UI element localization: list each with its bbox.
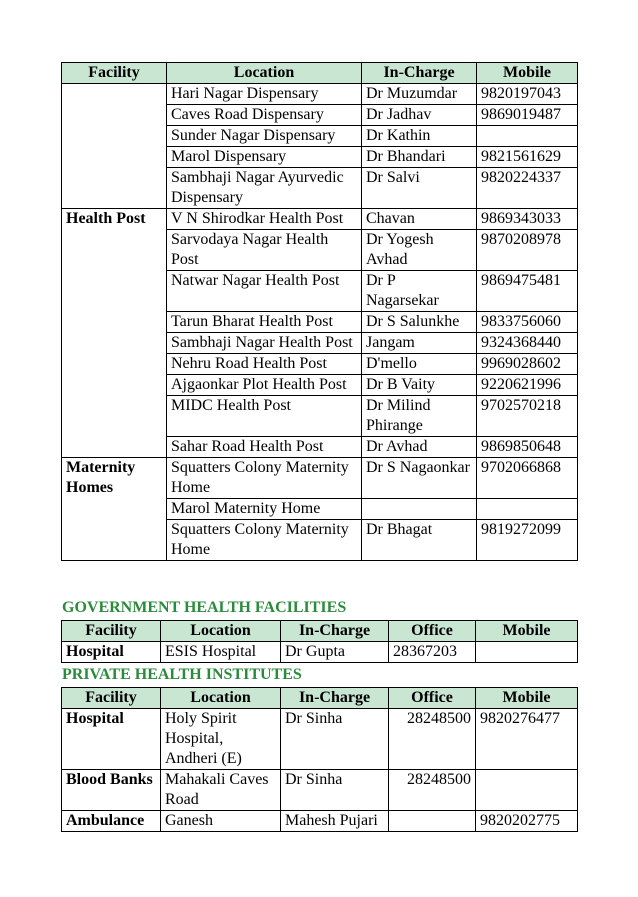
mobile-cell: 9821561629 <box>477 147 578 168</box>
mobile-cell: 9220621996 <box>477 375 578 396</box>
incharge-cell <box>362 499 477 520</box>
table-header-row <box>62 63 578 84</box>
facility-cell <box>62 84 167 209</box>
mobile-cell: 9869019487 <box>477 105 578 126</box>
incharge-cell: Dr Yogesh Avhad <box>362 230 477 271</box>
header-location: Location <box>161 688 281 709</box>
facility-cell: Maternity Homes <box>62 458 167 561</box>
incharge-cell: Jangam <box>362 333 477 354</box>
location-cell: Caves Road Dispensary <box>167 105 362 126</box>
header-mobile: Mobile <box>476 621 578 642</box>
location-cell: Sarvodaya Nagar Health Post <box>167 230 362 271</box>
mobile-cell: 9820202775 <box>476 811 578 832</box>
location-cell: Marol Maternity Home <box>167 499 362 520</box>
location-cell: Natwar Nagar Health Post <box>167 271 362 312</box>
mobile-cell <box>477 499 578 520</box>
location-cell: Sahar Road Health Post <box>167 437 362 458</box>
mobile-cell: 9702570218 <box>477 396 578 437</box>
office-cell: 28367203 <box>389 642 476 663</box>
table-row <box>62 84 578 105</box>
header-office: Office <box>389 621 476 642</box>
incharge-cell: Dr Kathin <box>362 126 477 147</box>
mobile-cell <box>476 642 578 663</box>
location-cell: ESIS Hospital <box>161 642 281 663</box>
incharge-cell: Dr Bhagat <box>362 520 477 561</box>
location-cell: Marol Dispensary <box>167 147 362 168</box>
facility-cell: Hospital <box>62 642 161 663</box>
office-cell <box>389 811 476 832</box>
mobile-cell: 9820197043 <box>477 84 578 105</box>
incharge-cell: Dr S Nagaonkar <box>362 458 477 499</box>
incharge-cell: Dr Salvi <box>362 168 477 209</box>
mobile-cell: 9324368440 <box>477 333 578 354</box>
location-cell: V N Shirodkar Health Post <box>167 209 362 230</box>
incharge-cell: Chavan <box>362 209 477 230</box>
location-cell: Ganesh <box>161 811 281 832</box>
header-incharge: In-Charge <box>362 63 477 84</box>
private-section-title: PRIVATE HEALTH INSTITUTES <box>62 666 302 683</box>
header-facility: Facility <box>62 621 161 642</box>
incharge-cell: Dr Sinha <box>281 709 389 770</box>
mobile-cell: 9820276477 <box>476 709 578 770</box>
municipal-facilities-table <box>61 62 578 561</box>
header-location: Location <box>167 63 362 84</box>
mobile-cell: 9870208978 <box>477 230 578 271</box>
table-header-row <box>62 688 578 709</box>
location-cell: Squatters Colony Maternity Home <box>167 458 362 499</box>
mobile-cell: 9869343033 <box>477 209 578 230</box>
location-cell: Squatters Colony Maternity Home <box>167 520 362 561</box>
incharge-cell: Dr Bhandari <box>362 147 477 168</box>
location-cell: Tarun Bharat Health Post <box>167 312 362 333</box>
government-facilities-table <box>61 620 578 663</box>
header-office: Office <box>389 688 476 709</box>
facility-cell: Hospital <box>62 709 161 770</box>
header-location: Location <box>161 621 281 642</box>
header-facility: Facility <box>62 688 161 709</box>
location-cell: Sambhaji Nagar Ayurvedic Dispensary <box>167 168 362 209</box>
facility-cell: Blood Banks <box>62 770 161 811</box>
incharge-cell: Dr P Nagarsekar <box>362 271 477 312</box>
mobile-cell: 9702066868 <box>477 458 578 499</box>
table-header-row <box>62 621 578 642</box>
incharge-cell: Dr Gupta <box>281 642 389 663</box>
government-section-title: GOVERNMENT HEALTH FACILITIES <box>62 599 347 616</box>
location-cell: Ajgaonkar Plot Health Post <box>167 375 362 396</box>
location-cell: Hari Nagar Dispensary <box>167 84 362 105</box>
location-cell: Nehru Road Health Post <box>167 354 362 375</box>
header-incharge: In-Charge <box>281 688 389 709</box>
location-cell: Mahakali Caves Road <box>161 770 281 811</box>
location-cell: MIDC Health Post <box>167 396 362 437</box>
private-institutes-table <box>61 687 578 832</box>
incharge-cell: D'mello <box>362 354 477 375</box>
incharge-cell: Dr Sinha <box>281 770 389 811</box>
incharge-cell: Dr Muzumdar <box>362 84 477 105</box>
location-cell: Sambhaji Nagar Health Post <box>167 333 362 354</box>
location-cell: Sunder Nagar Dispensary <box>167 126 362 147</box>
office-cell: 28248500 <box>389 709 476 770</box>
mobile-cell: 9969028602 <box>477 354 578 375</box>
incharge-cell: Mahesh Pujari <box>281 811 389 832</box>
incharge-cell: Dr B Vaity <box>362 375 477 396</box>
incharge-cell: Dr Avhad <box>362 437 477 458</box>
office-cell: 28248500 <box>389 770 476 811</box>
header-incharge: In-Charge <box>281 621 389 642</box>
mobile-cell <box>477 126 578 147</box>
header-mobile: Mobile <box>476 688 578 709</box>
table-row <box>62 458 578 499</box>
mobile-cell: 9833756060 <box>477 312 578 333</box>
incharge-cell: Dr Jadhav <box>362 105 477 126</box>
header-mobile: Mobile <box>477 63 578 84</box>
mobile-cell <box>476 770 578 811</box>
mobile-cell: 9820224337 <box>477 168 578 209</box>
table-row <box>62 811 578 832</box>
table-row <box>62 709 578 770</box>
location-cell: Holy Spirit Hospital, Andheri (E) <box>161 709 281 770</box>
mobile-cell: 9819272099 <box>477 520 578 561</box>
facility-cell: Ambulance <box>62 811 161 832</box>
table-row <box>62 209 578 230</box>
header-facility: Facility <box>62 63 167 84</box>
table-row <box>62 770 578 811</box>
incharge-cell: Dr Milind Phirange <box>362 396 477 437</box>
mobile-cell: 9869475481 <box>477 271 578 312</box>
table-row <box>62 642 578 663</box>
mobile-cell: 9869850648 <box>477 437 578 458</box>
facility-cell: Health Post <box>62 209 167 458</box>
incharge-cell: Dr S Salunkhe <box>362 312 477 333</box>
